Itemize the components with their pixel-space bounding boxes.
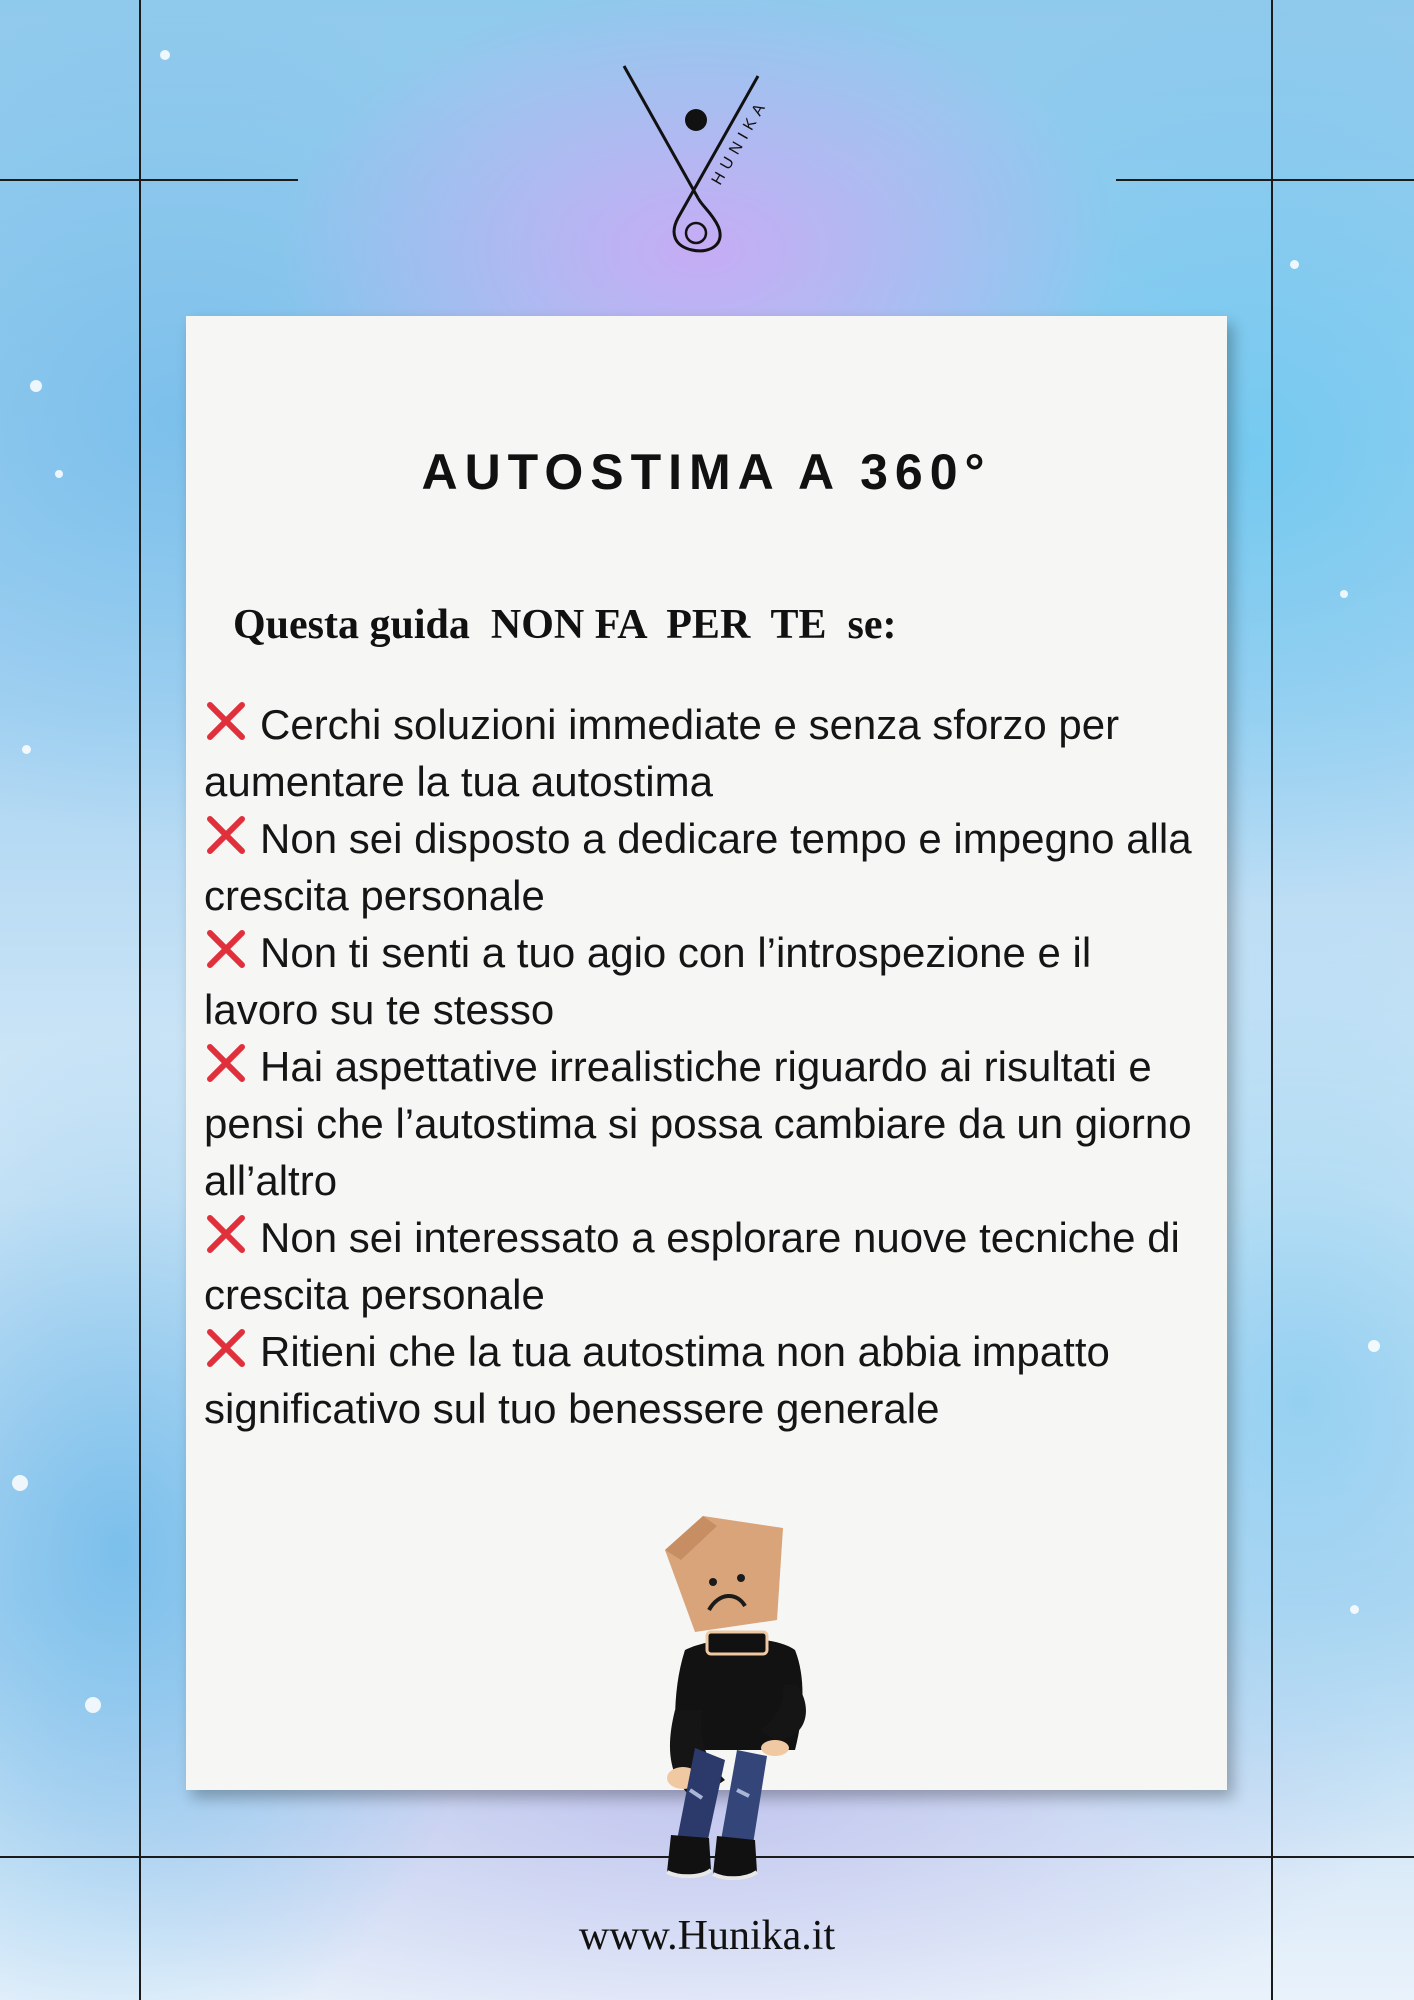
snow-dot xyxy=(85,1697,101,1713)
snow-dot xyxy=(55,470,63,478)
list-item-text: Non sei disposto a dedicare tempo e impegno alla crescita personale xyxy=(204,815,1192,919)
list-item xyxy=(204,924,1214,1038)
cross-mark-icon xyxy=(204,1041,248,1085)
list-item-text: Cerchi soluzioni immediate e senza sforzo per aumentare la tua autostima xyxy=(204,701,1120,805)
list-item-text: Non ti senti a tuo agio con l’introspezione e il lavoro su te stesso xyxy=(204,929,1092,1033)
logo-dot-icon xyxy=(685,109,707,131)
frame-line-right xyxy=(1271,0,1273,2000)
snow-dot xyxy=(1340,590,1348,598)
logo-brand-text: HUNIKA xyxy=(708,95,772,188)
list-item-text: Ritieni che la tua autostima non abbia impatto significativo sul tuo benessere generale xyxy=(204,1328,1110,1432)
snow-dot xyxy=(30,380,42,392)
logo-inner-circle-icon xyxy=(686,223,706,243)
guide-subtitle: Questa guida NON FA PER TE se: xyxy=(233,602,897,648)
hunika-logo xyxy=(608,58,808,258)
list-item xyxy=(204,1038,1214,1209)
snow-dot xyxy=(1368,1340,1380,1352)
snow-dot xyxy=(22,745,31,754)
list-item xyxy=(204,696,1214,810)
cross-mark-icon xyxy=(204,813,248,857)
cross-mark-icon xyxy=(204,699,248,743)
snow-dot xyxy=(1350,1605,1359,1614)
list-item xyxy=(204,810,1214,924)
page-title: AUTOSTIMA A 360° xyxy=(421,444,992,500)
cross-mark-icon xyxy=(204,1212,248,1256)
list-item-text: Non sei interessato a esplorare nuove tecniche di crescita personale xyxy=(204,1214,1180,1318)
list-item-text: Hai aspettative irrealistiche riguardo ai risultati e pensi che l’autostima si possa cambiare da un giorno all’altro xyxy=(204,1043,1192,1204)
list-item xyxy=(204,1323,1214,1437)
frame-line-top-left xyxy=(0,179,298,181)
not-for-you-list xyxy=(204,696,1214,1437)
website-link[interactable]: www.Hunika.it xyxy=(578,1913,836,1959)
cross-mark-icon xyxy=(204,927,248,971)
snow-dot xyxy=(1290,260,1299,269)
snow-dot xyxy=(160,50,170,60)
frame-line-top-right xyxy=(1116,179,1414,181)
snow-dot xyxy=(12,1475,28,1491)
sad-paper-bag-person-icon xyxy=(655,1510,835,1880)
list-item xyxy=(204,1209,1214,1323)
cross-mark-icon xyxy=(204,1326,248,1370)
frame-line-left xyxy=(139,0,141,2000)
